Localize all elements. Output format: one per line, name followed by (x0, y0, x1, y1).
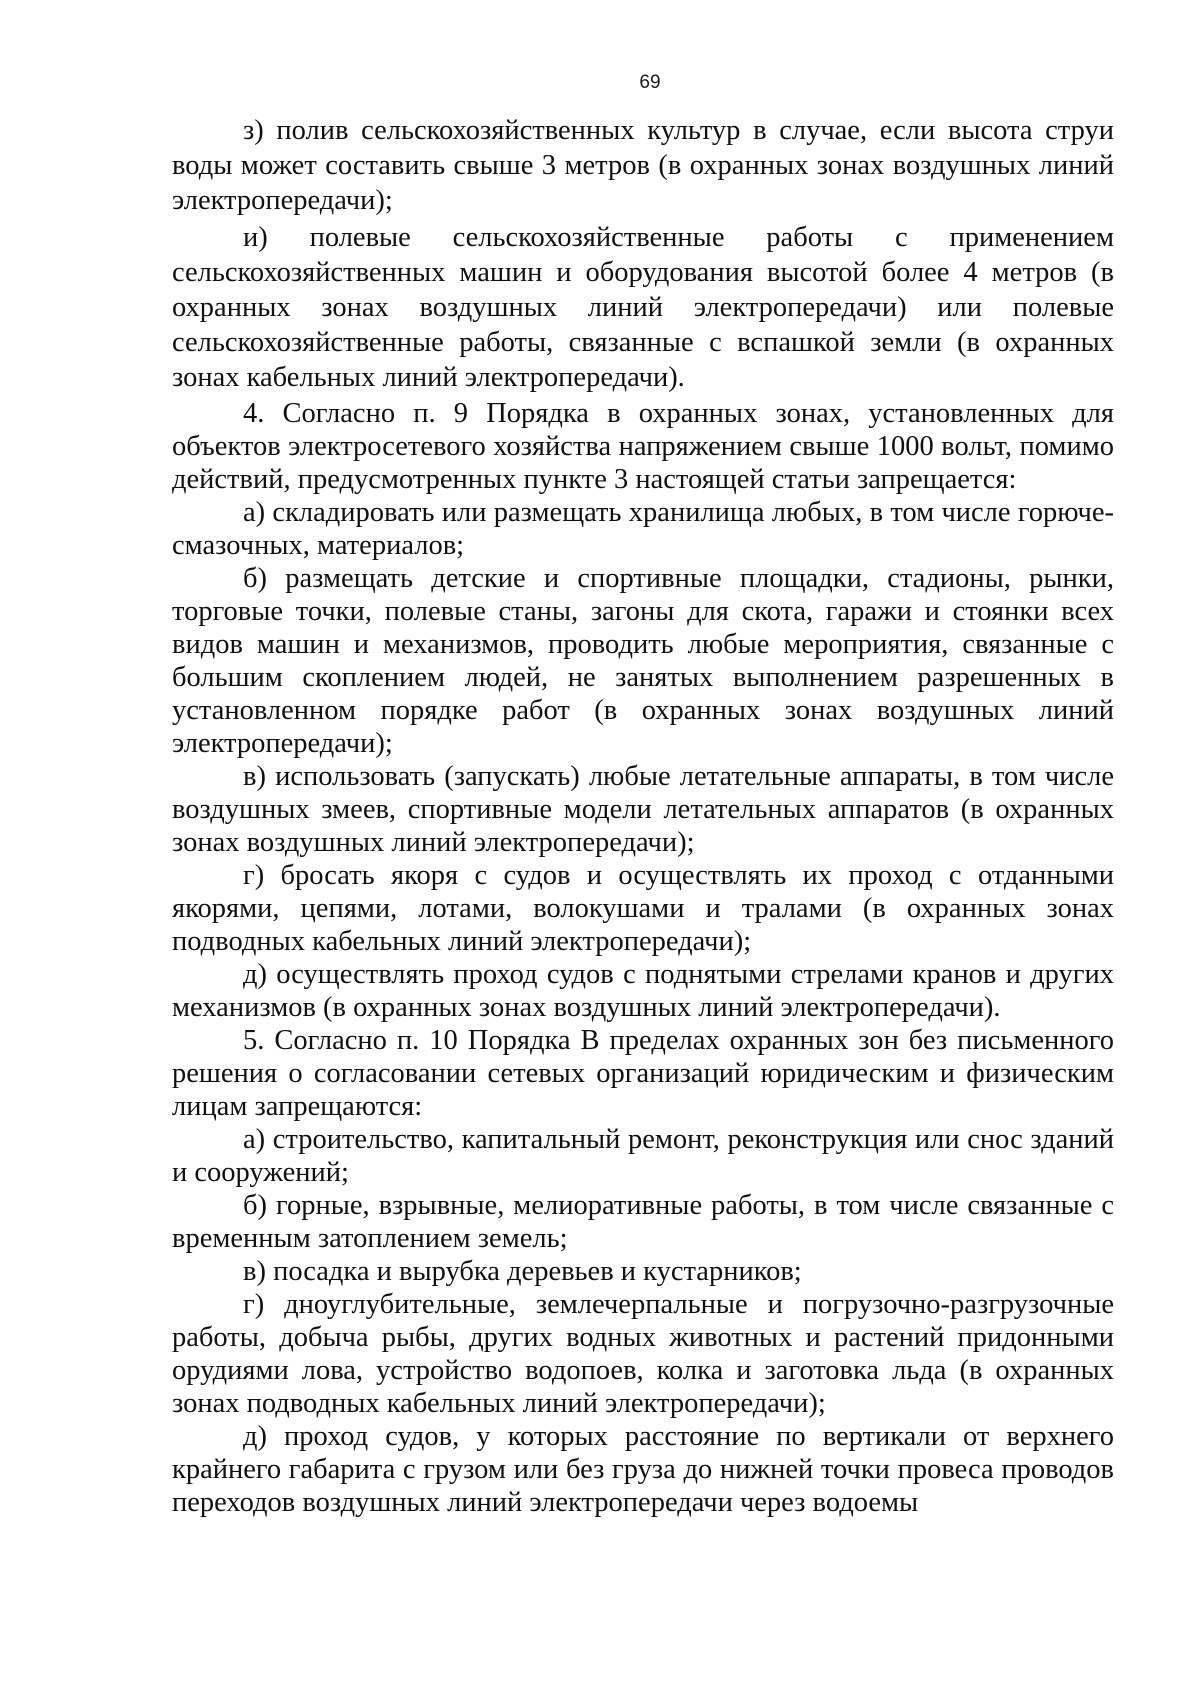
paragraph-5: 5. Согласно п. 10 Порядка В пределах охранных зон без письменного решения о согласовании сетевых организаций юридическим и физическим лицам запрещаются: (172, 1025, 1114, 1122)
paragraph-4a: а) складировать или размещать хранилища любых, в том числе горюче-смазочных, материалов; (172, 497, 1114, 561)
paragraph-4g: г) бросать якоря с судов и осуществлять их проход с отданными якорями, цепями, лотами, волокушами и тралами (в охранных зонах подводных кабельных линий электропередачи); (172, 860, 1114, 957)
paragraph-5a: а) строительство, капитальный ремонт, реконструкция или снос зданий и сооружений; (172, 1124, 1114, 1188)
paragraph-4: 4. Согласно п. 9 Порядка в охранных зонах, установленных для объектов электросетевого хозяйства напряжением свыше 1000 вольт, помимо действий, предусмотренных пункте 3 настоящей статьи запрещается: (172, 398, 1114, 495)
paragraph-5v: в) посадка и вырубка деревьев и кустарников; (243, 1256, 802, 1287)
document-body (172, 113, 1114, 1519)
page-number: 69 (639, 72, 661, 93)
paragraph-5b: б) горные, взрывные, мелиоративные работы, в том числе связанные с временным затоплением земель; (172, 1190, 1114, 1254)
paragraph-4v: в) использовать (запускать) любые летательные аппараты, в том числе воздушных змеев, спортивные модели летательных аппаратов (в охранных зонах воздушных линий электропередачи); (172, 761, 1114, 858)
paragraph-z: з) полив сельскохозяйственных культур в случае, если высота струи воды может составить свыше 3 метров (в охранных зонах воздушных линий электропередачи); (172, 115, 1114, 216)
paragraph-4b: б) размещать детские и спортивные площадки, стадионы, рынки, торговые точки, полевые станы, загоны для скота, гаражи и стоянки всех видов машин и механизмов, проводить любые мероприятия, связанные с большим скоплением людей, не занятых выполнением разрешенных в установленном порядке работ (в охранных зонах воздушных линий электропередачи); (172, 563, 1114, 759)
paragraph-4d: д) осуществлять проход судов с поднятыми стрелами кранов и других механизмов (в охранных зонах воздушных линий электропередачи). (172, 959, 1114, 1023)
paragraph-i: и) полевые сельскохозяйственные работы с применением сельскохозяйственных машин и оборудования высотой более 4 метров (в охранных зонах воздушных линий электропередачи) или полевые сельскохозяйственные работы, связанные с вспашкой земли (в охранных зонах кабельных линий электропередачи). (172, 222, 1114, 393)
paragraph-5g: г) дноуглубительные, землечерпальные и погрузочно-разгрузочные работы, добыча рыбы, других водных животных и растений придонными орудиями лова, устройство водопоев, колка и заготовка льда (в охранных зонах подводных кабельных линий электропередачи); (172, 1289, 1114, 1419)
paragraph-5d: д) проход судов, у которых расстояние по вертикали от верхнего крайнего габарита с грузом или без груза до нижней точки провеса проводов переходов воздушных линий электропередачи через водоемы (172, 1421, 1114, 1518)
